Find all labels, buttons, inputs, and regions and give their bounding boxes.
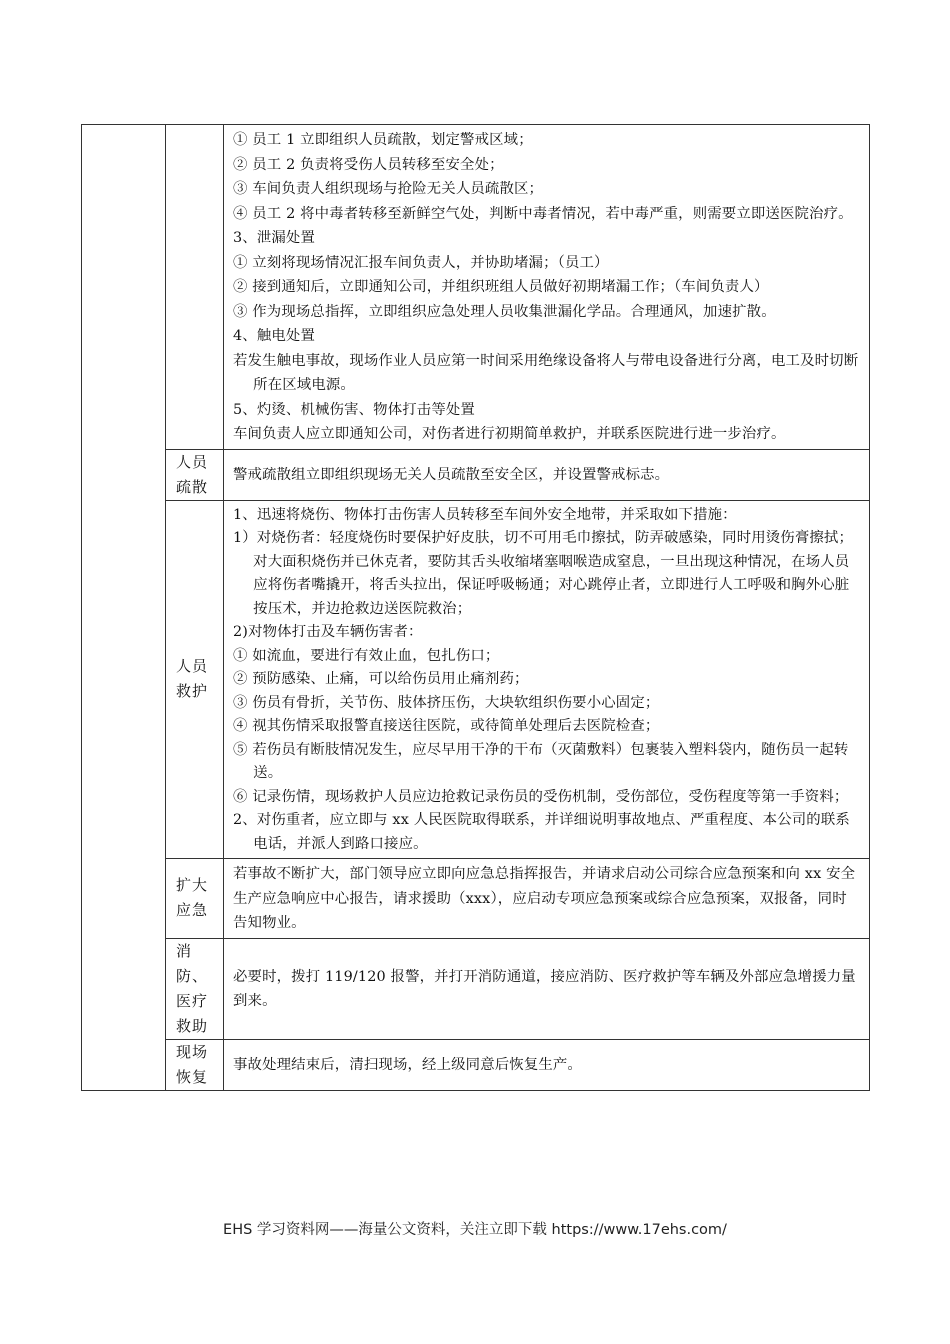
top-block-content: [224, 125, 870, 450]
text-line: ② 接到通知后，立即通知公司，并组织班组人员做好初期堵漏工作；（车间负责人）: [233, 279, 769, 295]
section-heading: 3、泄漏处置: [233, 230, 316, 246]
text-line: ⑥ 记录伤情，现场救护人员应边抢救记录伤员的受伤机制，受伤部位，受伤程度等第一手资料；: [233, 788, 849, 805]
merged-left-column: [82, 125, 166, 1091]
text-line: ④ 员工 2 将中毒者转移至新鲜空气处，判断中毒者情况，若中毒严重，则需要立即送医院治疗。: [233, 205, 853, 222]
text-line: ① 如流血，要进行有效止血，包扎伤口；: [233, 647, 500, 664]
text-line: 若事故不断扩大，部门领导应立即向应急总指挥报告，并请求启动公司综合应急预案和向 xx 安全生产应急响应中心报告，请求援助（xxx），应启动专项应急预案或综合应急预案，双报备，同时告知物业。: [233, 866, 856, 931]
evacuation-content: [224, 449, 870, 500]
text-line: 2、对伤重者，应立即与 xx 人民医院取得联系，并详细说明事故地点、严重程度、本公司的联系电话，并派人到路口接应。: [233, 812, 850, 852]
section-heading: 5、灼烫、机械伤害、物体打击等处置: [233, 401, 475, 418]
text-line: 1）对烧伤者：轻度烧伤时要保护好皮肤，切不可用毛巾擦拭，防弄破感染，同时用烫伤膏擦拭；对大面积烧伤并已休克者，要防其舌头收缩堵塞咽喉造成窒息，一旦出现这种情况，在场人员应将伤者嘴撬开，将舌头拉出，保证呼吸畅通；对心跳停止者，立即进行人工呼吸和胸外心脏按压术，并边抢救边送医院救治；: [233, 530, 854, 617]
rescue-content: [224, 500, 870, 859]
text-line: ③ 伤员有骨折，关节伤、肢体挤压伤，大块软组织伤要小心固定；: [233, 694, 660, 711]
text-line: 必要时，拨打 119/120 报警，并打开消防通道，接应消防、医疗救护等车辆及外部应急增援力量到来。: [233, 968, 856, 1009]
text-line: 1、迅速将烧伤、物体打击伤害人员转移至车间外安全地带，并采取如下措施：: [233, 506, 737, 523]
recovery-content: [224, 1039, 870, 1090]
escalation-content: [224, 859, 870, 939]
text-line: ② 预防感染、止痛，可以给伤员用止痛剂药；: [233, 671, 529, 687]
text-line: ② 员工 2 负责将受伤人员转移至安全处；: [233, 156, 504, 173]
row-escalation: [82, 859, 870, 939]
row-fire-medical: [82, 938, 870, 1039]
row-top-block: [82, 125, 870, 450]
category-escalation: 扩大应急: [166, 859, 224, 939]
row-recovery: [82, 1039, 870, 1090]
category-recovery: 现场恢复: [166, 1039, 224, 1090]
page-footer: EHS 学习资料网——海量公文资料，关注立即下载 https://www.17ehs.com/: [223, 1222, 727, 1238]
text-line: 警戒疏散组立即组织现场无关人员疏散至安全区，并设置警戒标志。: [233, 466, 670, 483]
emergency-procedure-table: [81, 124, 870, 1091]
category-rescue: 人员救护: [166, 500, 224, 859]
category-evacuation: 人员疏散: [166, 449, 224, 500]
empty-label-cell: [166, 125, 224, 450]
section-heading: 4、触电处置: [233, 328, 316, 344]
text-line: 事故处理结束后，清扫现场，经上级同意后恢复生产。: [233, 1056, 582, 1073]
text-line: ① 员工 1 立即组织人员疏散，划定警戒区域；: [233, 132, 533, 148]
row-evacuation: [82, 449, 870, 500]
text-line: ① 立刻将现场情况汇报车间负责人，并协助堵漏；（员工）: [233, 254, 609, 271]
text-line: ⑤ 若伤员有断肢情况发生，应尽早用干净的干布（灭菌敷料）包裹装入塑料袋内，随伤员一起转送。: [233, 741, 849, 781]
text-line: 车间负责人应立即通知公司，对伤者进行初期简单救护，并联系医院进行进一步治疗。: [233, 426, 786, 442]
text-line: 2)对物体打击及车辆伤害者：: [233, 624, 423, 640]
text-line: ③ 车间负责人组织现场与抢险无关人员疏散区；: [233, 181, 544, 197]
category-fire-medical: 消防、医疗救助: [166, 938, 224, 1039]
text-line: 若发生触电事故，现场作业人员应第一时间采用绝缘设备将人与带电设备进行分离，电工及时切断所在区域电源。: [233, 352, 859, 393]
fire-medical-content: [224, 938, 870, 1039]
text-line: ④ 视其伤情采取报警直接送往医院，或待简单处理后去医院检查；: [233, 718, 660, 734]
text-line: ③ 作为现场总指挥，立即组织应急处理人员收集泄漏化学品。合理通风，加速扩散。: [233, 303, 776, 320]
row-rescue: [82, 500, 870, 859]
